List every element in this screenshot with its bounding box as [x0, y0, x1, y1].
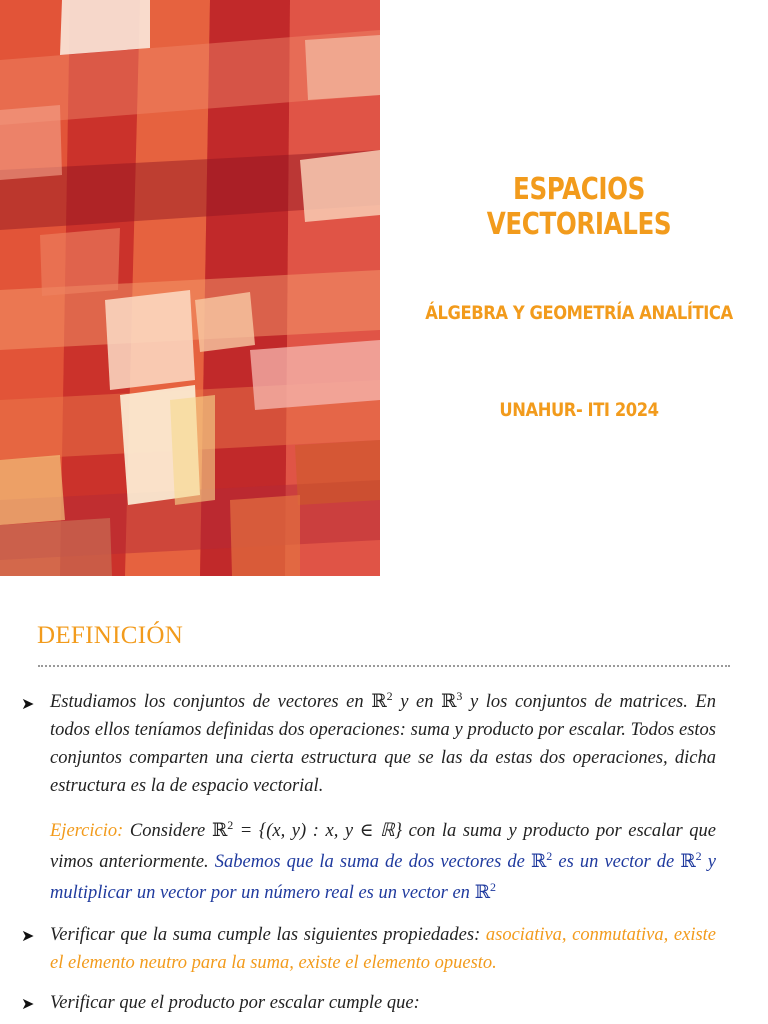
exercise-paragraph — [50, 816, 716, 909]
exercise-blue-b: es un vector de — [552, 852, 681, 872]
real-symbol: ℝ — [441, 692, 457, 712]
p2-highlight: asociativa, conmutativa, existe el elemento neutro para la suma, existe el elemento opuesto. — [50, 925, 717, 973]
paragraph-scalar-product: Verificar que el producto por escalar cumple que: — [50, 993, 420, 1013]
paragraph-sum-properties — [50, 921, 716, 977]
p1-text-a: Estudiamos los conjuntos de vectores en — [50, 692, 372, 712]
arrow-bullet-icon: ➤ — [21, 994, 35, 1013]
paragraph-intro — [50, 688, 716, 800]
course-label: UNAHUR- ITI 2024 — [499, 399, 659, 421]
cover-title-block — [390, 0, 768, 576]
real-symbol: ℝ — [371, 692, 387, 712]
p1-text-c: y los conjuntos de matrices. En todos ellos teníamos definidas dos operaciones: suma y producto por escalar. Todos estos conjuntos comparten una cierta estructura que se las da estas dos operaciones, dicha estructura es la de espacio vectorial. — [50, 692, 716, 796]
presentation-title: ESPACIOS VECTORIALES — [486, 172, 672, 242]
exponent-2: 2 — [695, 848, 702, 863]
subject-subtitle: ÁLGEBRA Y GEOMETRÍA ANALÍTICA — [425, 302, 733, 324]
arrow-bullet-icon: ➤ — [21, 694, 35, 713]
arrow-bullet-icon: ➤ — [21, 926, 35, 945]
p1-text-b: y en — [392, 692, 442, 712]
exercise-text-a: Considere — [123, 821, 212, 841]
exercise-text-b: con la suma y producto por escalar que vimos anteriormente. — [50, 821, 716, 872]
real-symbol: ℝ — [211, 821, 228, 841]
exponent-3: 3 — [456, 688, 463, 703]
real-symbol: ℝ — [474, 883, 490, 903]
cover-artwork — [0, 0, 380, 576]
exponent-2: 2 — [546, 848, 553, 863]
real-symbol: ℝ — [680, 852, 696, 872]
exercise-blue-a: Sabemos que la suma de dos vectores de — [214, 852, 531, 872]
exponent-2: 2 — [489, 879, 496, 894]
set-definition: = {(x, y) : x, y ∈ ℝ} — [233, 821, 403, 841]
exponent-2: 2 — [227, 817, 234, 832]
real-symbol: ℝ — [530, 852, 547, 872]
p2-text: Verificar que la suma cumple las siguientes propiedades: — [50, 925, 486, 945]
exponent-2: 2 — [386, 688, 393, 703]
exercise-blue-c: y multiplicar un vector por un número real es un vector en — [50, 852, 716, 903]
section-heading: DEFINICIÓN — [37, 622, 184, 649]
dotted-divider — [38, 665, 730, 667]
exercise-label: Ejercicio: — [50, 821, 124, 841]
